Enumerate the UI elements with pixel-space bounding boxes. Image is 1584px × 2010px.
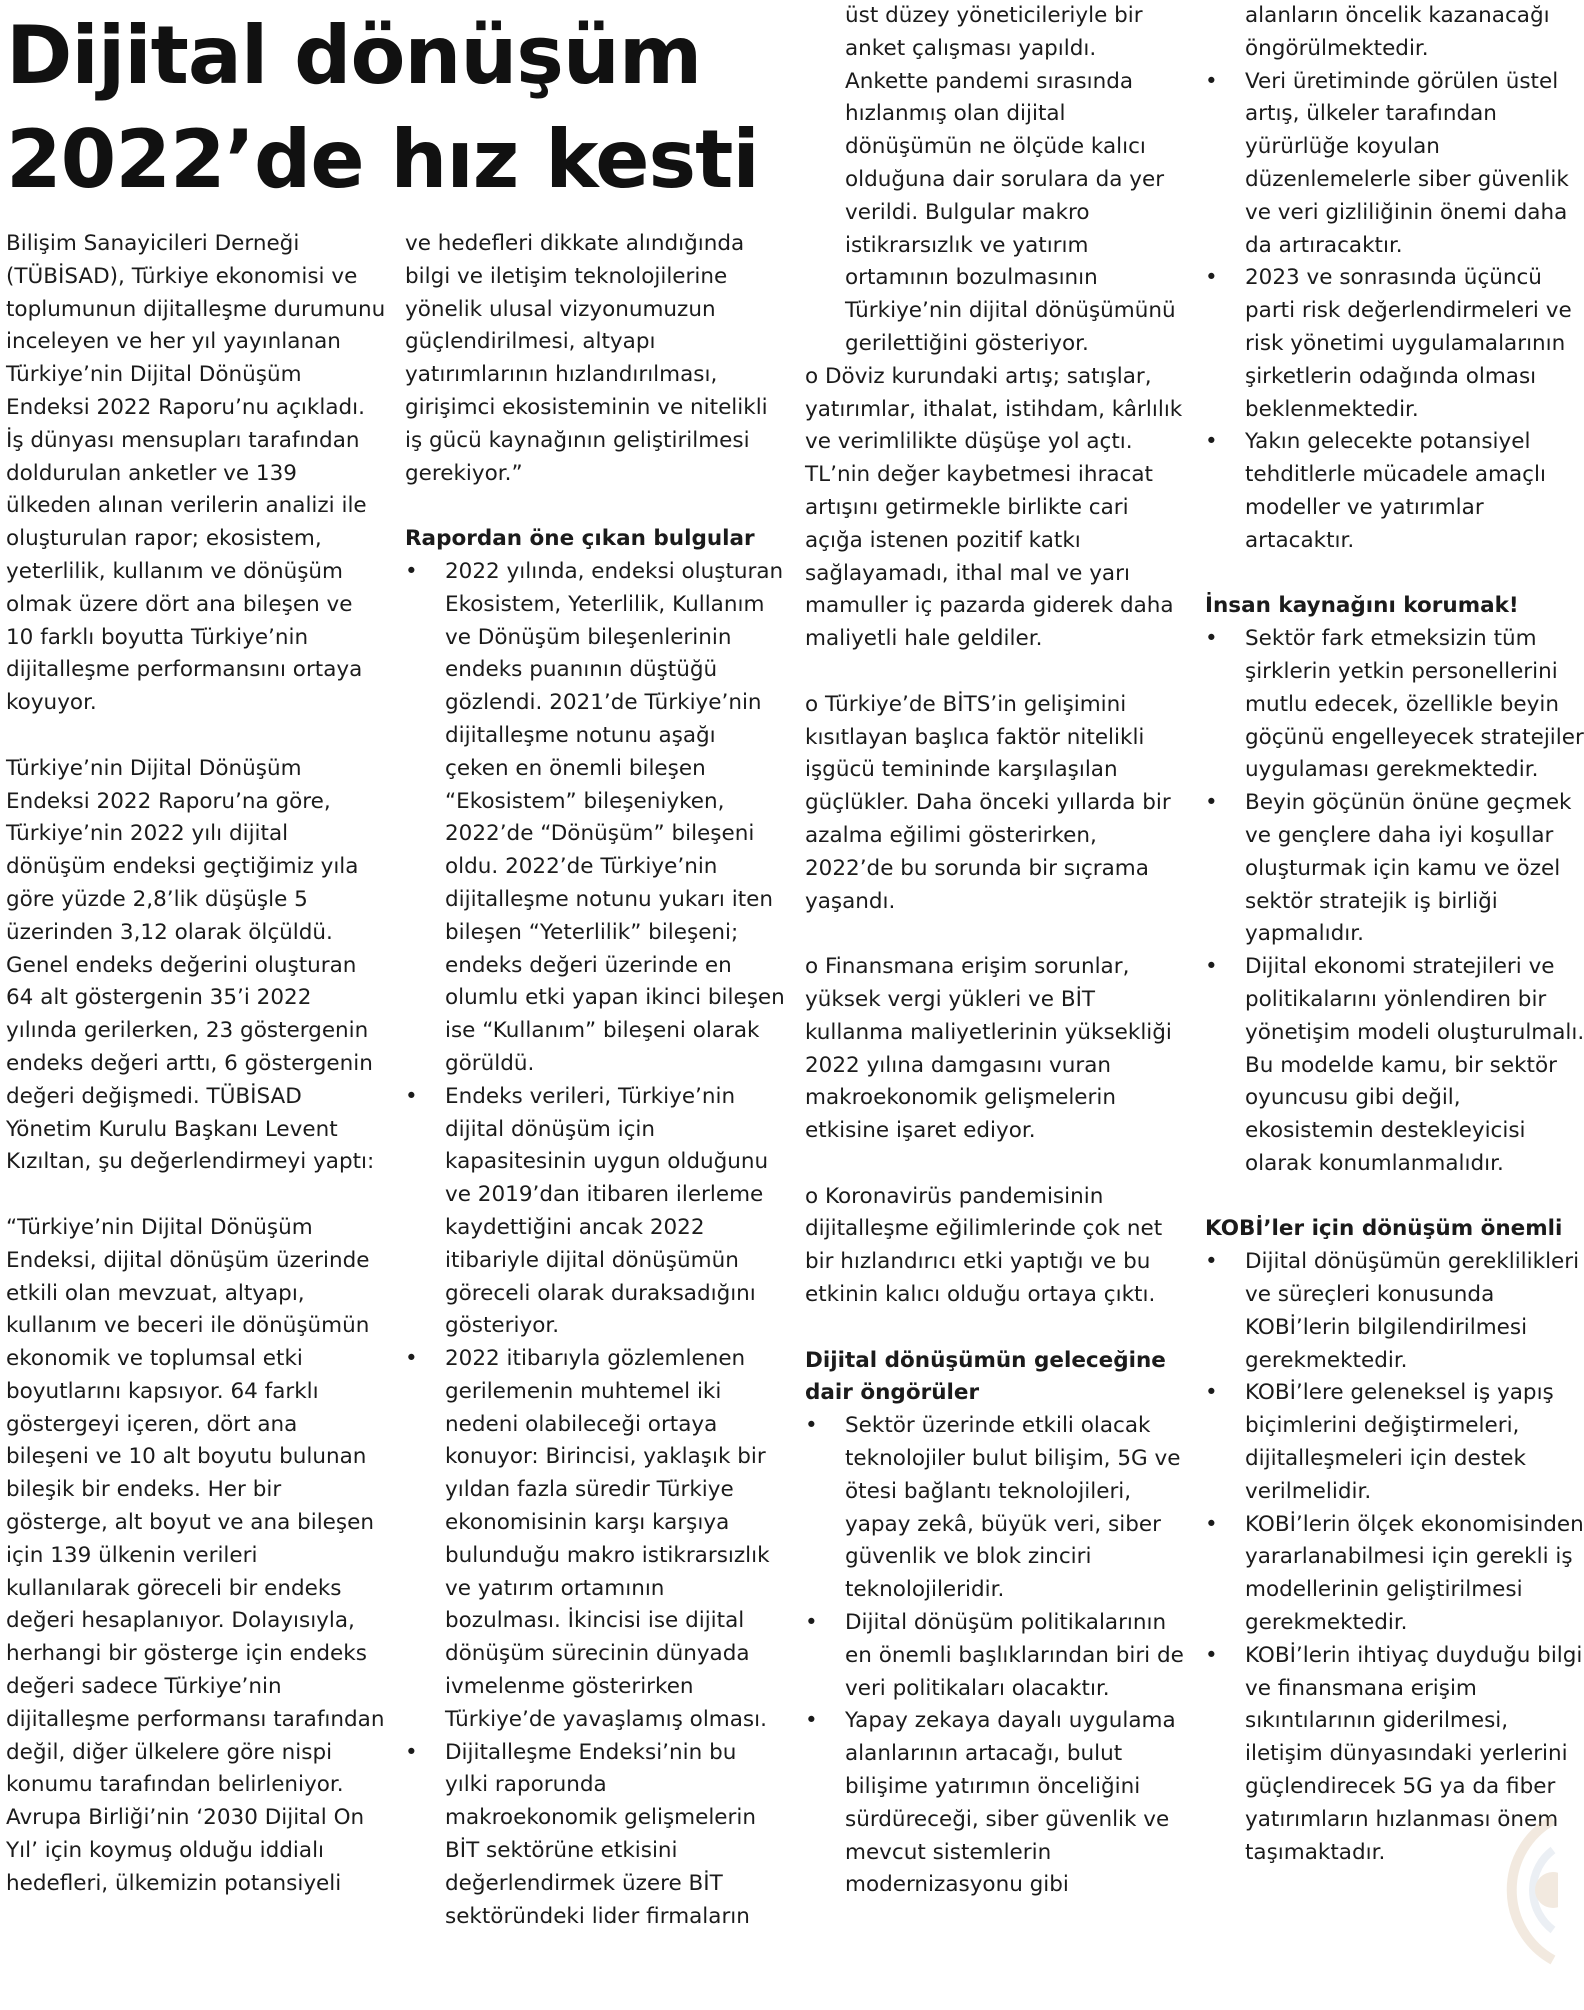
list-item: • Sektör fark etmeksizin tüm şirklerin yetkin personellerini mutlu edecek, özellikle beyin göçünü engelleyecek stratejiler uygulaması gerekmektedir. [1205,623,1584,787]
sme-list [1205,1246,1584,1869]
list-item-continuation: üst düzey yöneticileriyle bir anket çalışması yapıldı. Ankette pandemi sırasında hızlanmış olan dijital dönüşümün ne ölçüde kalıcı olduğuna dair sorulara da yer verildi. Bulgular makro istikrarsızlık ve yatırım ortamının bozulmasının Türkiye’nin dijital dönüşümünü gerilettiğini gösteriyor. [845,3,1176,356]
quote-paragraph: “Türkiye’nin Dijital Dönüşüm Endeksi, dijital dönüşüm üzerinde etkili olan mevzuat, altyapı, kullanım ve beceri ile dönüşümün ekonomik ve toplumsal etki boyutlarını kapsıyor. 64 farklı göstergeyi içeren, dört ana bileşeni ve 10 alt boyutu bulunan bileşik bir endeks. Her bir gösterge, alt boyut ve ana bileşen için 139 ülkenin verileri kullanılarak göreceli bir endeks değeri hesaplanıyor. Dolayısıyla, herhangi bir gösterge için endeks değeri sadece Türkiye’nin dijitalleşme performansı tarafından değil, diğer ülkelere göre nispi konumu tarafından belirleniyor. Avrupa Birliği’nin ‘2030 Dijital On Yıl’ için koymuş olduğu iddialı hedefleri, ülkemizin potansiyeli [6,1214,385,1896]
o-paragraph: o Finansmana erişim sorunlar, yüksek vergi yükleri ve BİT kullanma maliyetlerinin yüksekliği 2022 yılına damgasını vuran makroekonomik gelişmelerin etkisine işaret ediyor. [805,954,1172,1144]
list-item: • Yakın gelecekte potansiyel tehditlerle mücadele amaçlı modeller ve yatırımlar artacaktır. [1205,426,1584,557]
quote-paragraph-end: ve hedefleri dikkate alındığında bilgi ve iletişim teknolojilerine yönelik ulusal vizyonumuzun güçlendirilmesi, altyapı yatırımlarının hızlandırılması, girişimci ekosisteminin ve nitelikli iş gücü kaynağının geliştirilmesi gerekiyor.” [405,231,768,486]
forecast-list-continued [1205,66,1584,558]
list-item: • Dijital dönüşüm politikalarının en önemli başlıklarından biri de veri politikaları olacaktır. [805,1607,1185,1705]
section-heading: Rapordan öne çıkan bulgular [405,526,755,552]
section-heading: Dijital dönüşümün geleceğine dair öngörüler [805,1347,1166,1406]
list-item: • Dijital ekonomi stratejileri ve politikalarını yönlendiren bir yönetişim modeli oluşturulmalı. Bu modelde kamu, bir sektör oyuncusu gibi değil, ekosistemin destekleyicisi olarak konumlanmalıdır. [1205,951,1584,1181]
o-paragraph: o Koronavirüs pandemisinin dijitalleşme eğilimlerinde çok net bir hızlandırıcı etki yaptığı ve bu etkinin kalıcı olduğu ortaya çıktı. [805,1183,1163,1308]
watermark-seal-icon [1468,1810,1558,1970]
column-4 [1205,0,1584,1869]
forecast-list [805,1410,1185,1902]
headline-line-1: Dijital dönüşüm [6,9,702,102]
paragraph: Türkiye’nin Dijital Dönüşüm Endeksi 2022 Raporu’na göre, Türkiye’nin 2022 yılı dijital dönüşüm endeksi geçtiğimiz yıla göre yüzde 2,8’lik düşüşle 5 üzerinden 3,12 olarak ölçüldü. Genel endeks değerini oluşturan 64 alt göstergenin 35’i 2022 yılında gerilerken, 23 göstergenin endeks değeri arttı, 6 göstergenin değeri değişmedi. TÜBİSAD Yönetim Kurulu Başkanı Levent Kızıltan, şu değerlendirmeyi yaptı: [6,755,375,1175]
o-paragraph: o Döviz kurundaki artış; satışlar, yatırımlar, ithalat, istihdam, kârlılık ve verimlilikte düşüşe yol açtı. TL’nin değer kaybetmesi ihracat artışını getirmekle birlikte cari açığa istenen pozitif katkı sağlayamadı, ithal mal ve yarı mamuller iç pazarda giderek daha maliyetli hale geldiler. [805,363,1183,652]
list-item: • 2023 ve sonrasında üçüncü parti risk değerlendirmeleri ve risk yönetimi uygulamalarının şirketlerin odağında olması beklenmektedir. [1205,262,1584,426]
paragraph: Bilişim Sanayicileri Derneği (TÜBİSAD), Türkiye ekonomisi ve toplumunun dijitalleşme durumunu inceleyen ve her yıl yayınlanan Türkiye’nin Dijital Dönüşüm Endeksi 2022 Raporu’nu açıkladı. İş dünyası mensupları tarafından doldurulan anketler ve 139 ülkeden alınan verilerin analizi ile oluşturulan rapor; ekosistem, yeterlilik, kullanım ve dönüşüm olmak üzere dört ana bileşen ve 10 farklı boyutta Türkiye’nin dijitalleşme performansını ortaya koyuyor. [6,231,386,716]
column-1 [6,228,386,1901]
list-item: • Dijitalleşme Endeksi’nin bu yılki raporunda makroekonomik gelişmelerin BİT sektörüne etkisini değerlendirmek üzere BİT sektöründeki lider firmaların [405,1737,785,1934]
column-3 [805,0,1185,1902]
list-item: • KOBİ’lerin ihtiyaç duyduğu bilgi ve finansmana erişim sıkıntılarının giderilmesi, iletişim dünyasındaki yerlerini güçlendirecek 5G ya da fiber yatırımların hızlanması önem taşımaktadır. [1205,1640,1584,1870]
list-item: • Endeks verileri, Türkiye’nin dijital dönüşüm için kapasitesinin uygun olduğunu ve 2019’dan itibaren ilerleme kaydettiğini ancak 2022 itibariyle dijital dönüşümün göreceli olarak duraksadığını gösteriyor. [405,1081,785,1343]
list-item-continuation: alanların öncelik kazanacağı öngörülmektedir. [1245,3,1550,61]
findings-list [405,556,785,1933]
list-item: • Veri üretiminde görülen üstel artış, ülkeler tarafından yürürlüğe koyulan düzenlemelerle siber güvenlik ve veri gizliliğinin önemi daha da artıracaktır. [1205,66,1584,263]
list-item: • Dijital dönüşümün gereklilikleri ve süreçleri konusunda KOBİ’lerin bilgilendirilmesi gerekmektedir. [1205,1246,1584,1377]
section-heading: KOBİ’ler için dönüşüm önemli [1205,1216,1563,1242]
column-2 [405,228,785,1933]
list-item: • Beyin göçünün önüne geçmek ve gençlere daha iyi koşullar oluşturmak için kamu ve özel sektör stratejik iş birliği yapmalıdır. [1205,787,1584,951]
o-paragraph: o Türkiye’de BİTS’in gelişimini kısıtlayan başlıca faktör nitelikli işgücü temininde karşılaşılan güçlükler. Daha önceki yıllarda bir azalma eğilimi gösterirken, 2022’de bu sorunda bir sıçrama yaşandı. [805,691,1171,914]
list-item: • 2022 itibarıyla gözlemlenen gerilemenin muhtemel iki nedeni olabileceği ortaya konuyor: Birincisi, yaklaşık bir yıldan fazla süredir Türkiye ekonomisinin karşı karşıya bulunduğu makro istikrarsızlık ve yatırım ortamının bozulması. İkincisi ise dijital dönüşüm sürecinin dünyada ivmelenme gösterirken Türkiye’de yavaşlamış olması. [405,1343,785,1737]
list-item: • KOBİ’lere geleneksel iş yapış biçimlerini değiştirmeleri, dijitalleşmeleri için destek verilmelidir. [1205,1377,1584,1508]
list-item: • Yapay zekaya dayalı uygulama alanlarının artacağı, bulut bilişime yatırımın önceliğini sürdüreceği, siber güvenlik ve mevcut sistemlerin modernizasyonu gibi [805,1705,1185,1902]
article-headline [6,4,759,212]
headline-line-2: 2022’de hız kesti [6,113,759,206]
human-resources-list [1205,623,1584,1181]
list-item: • Sektör üzerinde etkili olacak teknolojiler bulut bilişim, 5G ve ötesi bağlantı teknolojileri, yapay zekâ, büyük veri, siber güvenlik ve blok zinciri teknolojileridir. [805,1410,1185,1607]
section-heading: İnsan kaynağını korumak! [1205,593,1519,619]
list-item: • KOBİ’lerin ölçek ekonomisinden yararlanabilmesi için gerekli iş modellerinin geliştirilmesi gerekmektedir. [1205,1509,1584,1640]
list-item: • 2022 yılında, endeksi oluşturan Ekosistem, Yeterlilik, Kullanım ve Dönüşüm bileşenlerinin endeks puanının düştüğü gözlendi. 2021’de Türkiye’nin dijitalleşme notunu aşağı çeken en önemli bileşen “Ekosistem” bileşeniyken, 2022’de “Dönüşüm” bileşeni oldu. 2022’de Türkiye’nin dijitalleşme notunu yukarı iten bileşen “Yeterlilik” bileşeni; endeks değeri üzerinde en olumlu etki yapan ikinci bileşen ise “Kullanım” bileşeni olarak görüldü. [405,556,785,1081]
